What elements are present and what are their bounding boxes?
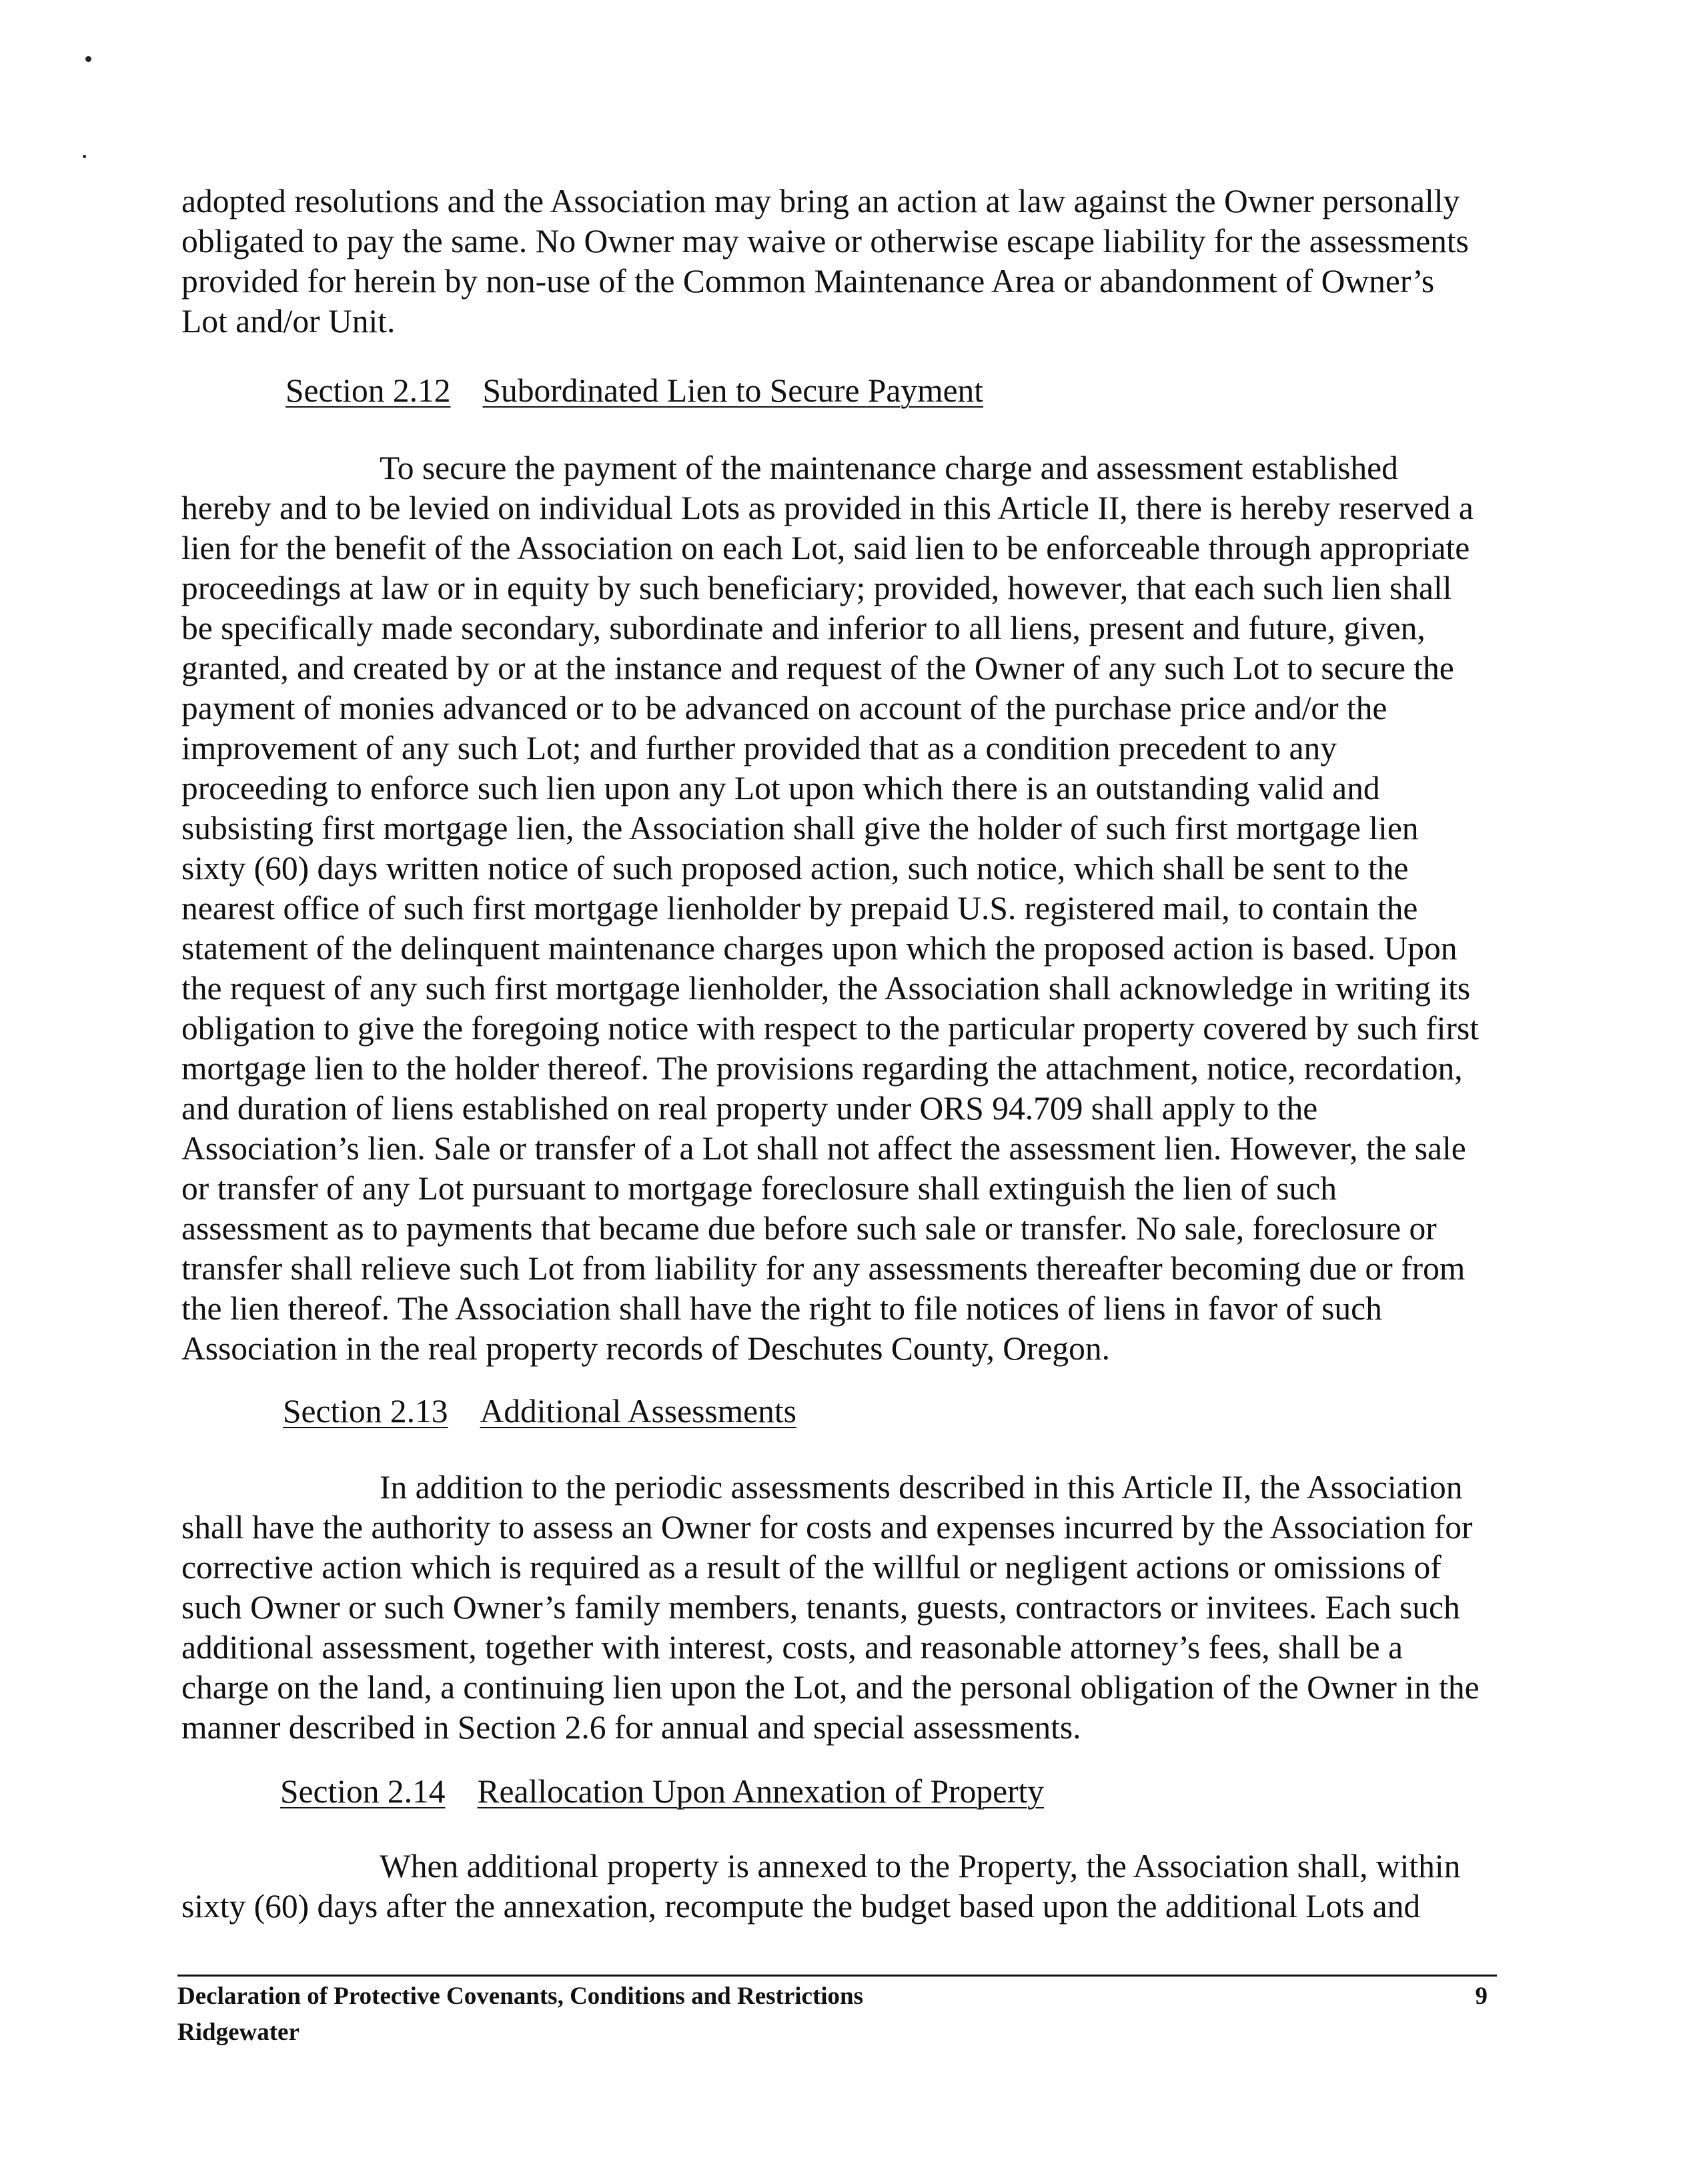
section-title: Subordinated Lien to Secure Payment [482,372,984,409]
footer-divider [177,1975,1497,1977]
page-number: 9 [1475,1983,1488,2010]
footer-subtitle: Ridgewater [177,2019,300,2046]
section-number: Section 2.12 [286,372,451,409]
section-2-13-body: In addition to the periodic assessments described in this Article II, the Association shall have the authority to assess an Owner for costs and expenses incurred by the Association for corrective action which is required as a result of the willful or negligent actions or omissions of such Owner or such Owner’s family members, tenants, guests, contractors or invitees. Each such additional assessment, together with interest, costs, and reasonable attorney’s fees, shall be a charge on the land, a continuing lien upon the Lot, and the personal obligation of the Owner in the manner described in Section 2.6 for annual and special assessments. [181,1469,1480,1746]
opening-paragraph: adopted resolutions and the Association may bring an action at law against the Owner personally obligated to pay the same. No Owner may waive or otherwise escape liability for the assessments provided for herein by non-use of the Common Maintenance Area or abandonment of Owner’s Lot and/or Unit. [181,183,1469,340]
section-title: Additional Assessments [480,1393,796,1430]
section-number: Section 2.14 [280,1773,446,1810]
section-number: Section 2.13 [283,1393,448,1430]
scan-speck [85,56,91,62]
section-2-12-body: To secure the payment of the maintenance charge and assessment established hereby and to be levied on individual Lots as provided in this Article II, there is hereby reserved a lien for the benefit of the Association on each Lot, said lien to be enforceable through appropriate proceedings at law or in equity by such beneficiary; provided, however, that each such lien shall be specifically made secondary, subordinate and inferior to all liens, present and future, given, granted, and created by or at the instance and request of the Owner of any such Lot to secure the payment of monies advanced or to be advanced on account of the purchase price and/or the improvement of any such Lot; and further provided that as a condition precedent to any proceeding to enforce such lien upon any Lot upon which there is an outstanding valid and subsisting first mortgage lien, the Association shall give the holder of such first mortgage lien sixty (60) days written notice of such proposed action, such notice, which shall be sent to the nearest office of such first mortgage lienholder by prepaid U.S. registered mail, to contain the statement of the delinquent maintenance charges upon which the proposed action is based. Upon the request of any such first mortgage lienholder, the Association shall acknowledge in writing its obligation to give the foregoing notice with respect to the particular property covered by such first mortgage lien to the holder thereof. The provisions regarding the attachment, notice, recordation, and duration of liens established on real property under ORS 94.709 shall apply to the Association’s lien. Sale or transfer of a Lot shall not affect the assessment lien. However, the sale or transfer of any Lot pursuant to mortgage foreclosure shall extinguish the lien of such assessment as to payments that became due before such sale or transfer. No sale, foreclosure or transfer shall relieve such Lot from liability for any assessments thereafter becoming due or from the lien thereof. The Association shall have the right to file notices of liens in favor of such Association in the real property records of Deschutes County, Oregon. [181,450,1480,1367]
footer-document-title: Declaration of Protective Covenants, Conditions and Restrictions [177,1983,864,2010]
section-heading-2-14 [280,1772,1044,1812]
section-heading-2-12 [286,371,983,411]
section-2-14-body: When additional property is annexed to the Property, the Association shall, within sixty (60) days after the annexation, recompute the budget based upon the additional Lots and [181,1848,1461,1925]
scan-speck [83,155,86,158]
section-title: Reallocation Upon Annexation of Property [477,1773,1045,1810]
section-heading-2-13 [283,1392,796,1432]
